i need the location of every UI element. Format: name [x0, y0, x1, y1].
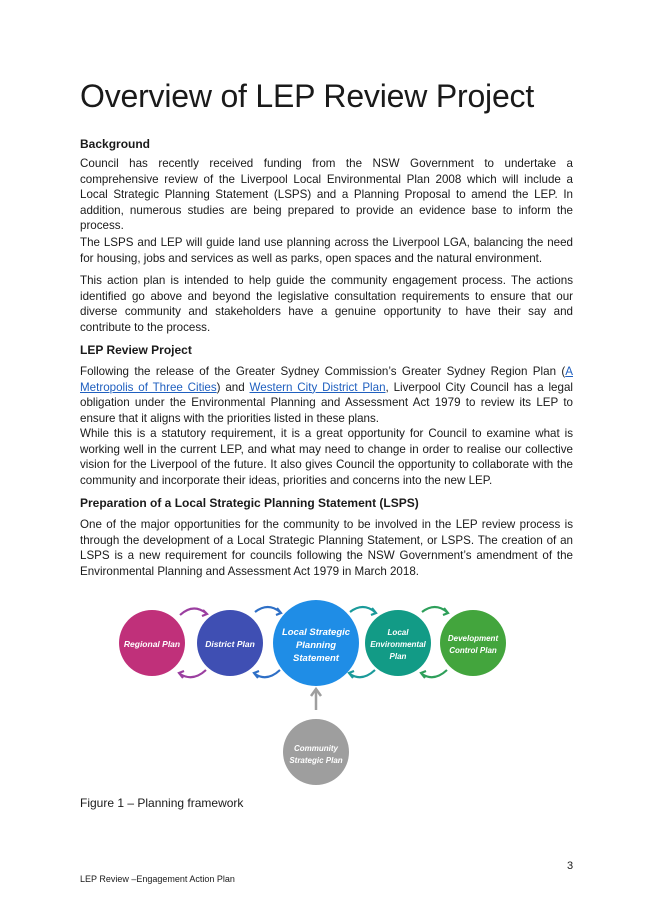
page-number: 3 [567, 860, 574, 872]
lep-label-line-1: Local [387, 628, 409, 637]
arrow-head-1 [202, 610, 207, 616]
arrow-head-3 [371, 608, 376, 615]
node-dcp [440, 610, 506, 676]
node-lep [365, 610, 431, 676]
lsps-label-line-2: Planning [295, 640, 337, 651]
arrow-head-4 [443, 608, 448, 615]
node-lsps [273, 600, 359, 686]
metropolis-link[interactable]: A Metropolis of Three Cities [80, 365, 573, 394]
lep-review-text-b: ) and [216, 380, 250, 394]
lep-review-text-c: , Liverpool City Council has a legal obligation under the Environmental Planning and Assessment Act 1979 to review its LEP to ensure that it aligns with the priorities listed in these plans. [80, 380, 573, 425]
background-heading: Background [80, 137, 151, 151]
csp-label-line-2: Strategic Plan [289, 756, 343, 765]
page-footer: LEP Review –Engagement Action Plan [80, 874, 235, 884]
district-plan-label: District Plan [205, 639, 255, 649]
district-plan-link[interactable]: Western City District Plan [249, 380, 386, 394]
arrow-head-7 [349, 671, 354, 678]
node-regional-plan [119, 610, 185, 676]
dcp-label-line-2: Control Plan [449, 646, 497, 655]
dcp-circle [440, 610, 506, 676]
node-district-plan [197, 610, 263, 676]
planning-framework-diagram [100, 590, 540, 790]
arrow-head-8 [421, 671, 426, 678]
arrow-lep-to-dcp [422, 607, 447, 612]
lsps-heading: Preparation of a Local Strategic Planning Statement (LSPS) [80, 496, 419, 510]
background-paragraph-1: Council has recently received funding from the NSW Government to undertake a comprehensive review of the Liverpool Local Environmental Plan 2008 which will include a Local Strategic Planning Statement (LSPS) and a Planning Proposal to amend the LEP. In addition, numerous studies are being prepared to provide an evidence base to inform the process. [80, 157, 573, 232]
background-paragraph-3: This action plan is intended to help guide the community engagement process. The actions identified go above and beyond the legislative consultation requirements to ensure that our diverse community and stakeholders have a genuine opportunity to have their say and contribute to the process. [80, 274, 573, 334]
arrow-district-to-lsps [255, 607, 280, 612]
arrow-lsps-to-lep [350, 607, 375, 612]
lep-label-line-3: Plan [389, 652, 407, 661]
background-paragraph-2: The LSPS and LEP will guide land use planning across the Liverpool LGA, balancing the need for housing, jobs and services as well as parks, open spaces and the natural environment. [80, 236, 573, 265]
arrow-head-6 [254, 671, 259, 678]
lsps-paragraph-1: One of the major opportunities for the community to be involved in the LEP review process is through the development of a Local Strategic Planning Statement, or LSPS. The creation of an LSPS is a new requirement for councils following the NSW Government’s amendment of the Environmental Planning and Assessment Act 1979 in March 2018. [80, 518, 573, 578]
csp-label-line-1: Community [294, 744, 338, 753]
dcp-label-line-1: Development [447, 634, 499, 643]
regional-plan-label: Regional Plan [123, 639, 181, 649]
lep-review-paragraph-2: While this is a statutory requirement, it is a great opportunity for Council to examine what is working well in the current LEP, and what may need to change in order to realise our collective vision for the Liverpool of the future. It also gives Council the opportunity to collaborate with the community and incorporate their ideas, priorities and concerns into the new LEP. [80, 427, 573, 487]
page-title: Overview of LEP Review Project [80, 78, 535, 114]
arrow-regional-to-district [180, 608, 206, 615]
node-community-strategic-plan [283, 719, 349, 785]
lsps-label-line-3: Statement [293, 653, 339, 664]
lsps-label-line-1: Local Strategic [281, 627, 351, 638]
lep-review-heading: LEP Review Project [80, 343, 192, 357]
lep-review-paragraph-1 [80, 364, 573, 426]
figure-caption: Figure 1 – Planning framework [80, 796, 244, 810]
lep-label-line-2: Environmental [370, 640, 426, 649]
arrow-head-2 [276, 608, 281, 615]
lep-review-text-a: Following the release of the Greater Sydney Commission’s Greater Sydney Region Plan ( [80, 365, 566, 378]
